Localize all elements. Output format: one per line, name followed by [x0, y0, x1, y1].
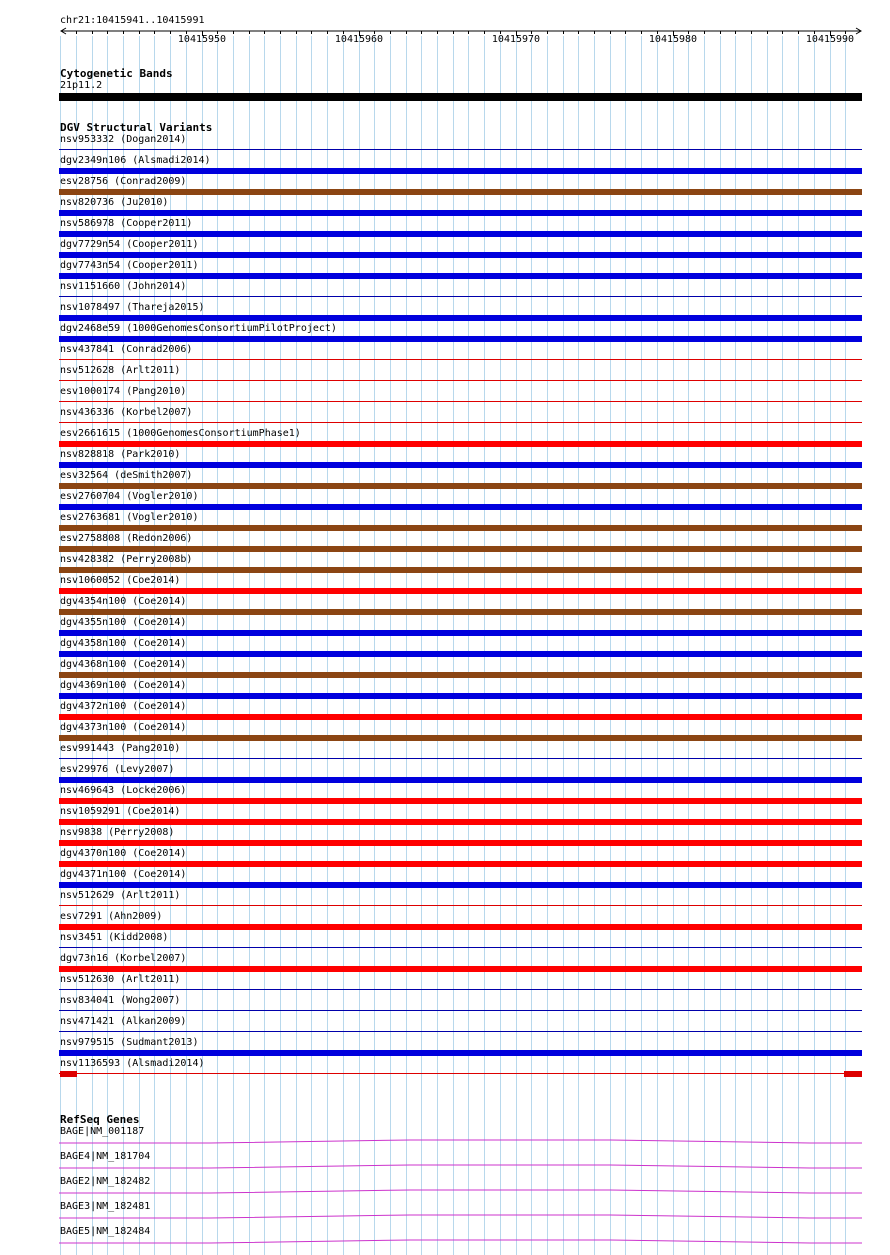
refseq-gene-intron-line[interactable] — [0, 1183, 890, 1195]
dgv-feature-row[interactable] — [0, 281, 890, 302]
dgv-feature-row[interactable] — [0, 155, 890, 176]
dgv-feature-bar[interactable] — [59, 777, 862, 783]
dgv-feature-label: esv32564 (deSmith2007) — [60, 470, 193, 481]
dgv-feature-row[interactable] — [0, 596, 890, 617]
refseq-gene-intron-line[interactable] — [0, 1133, 890, 1145]
dgv-feature-label: dgv4372n100 (Coe2014) — [60, 701, 187, 712]
dgv-feature-bar[interactable] — [59, 359, 862, 360]
dgv-feature-bar[interactable] — [59, 1010, 862, 1011]
dgv-feature-bar[interactable] — [59, 630, 862, 636]
dgv-feature-row[interactable] — [0, 428, 890, 449]
dgv-feature-row[interactable] — [0, 743, 890, 764]
dgv-feature-bar[interactable] — [59, 296, 862, 297]
dgv-feature-bar[interactable] — [59, 758, 862, 759]
dgv-feature-end-block[interactable] — [60, 1071, 77, 1077]
dgv-feature-bar[interactable] — [59, 210, 862, 216]
dgv-feature-label: nsv512629 (Arlt2011) — [60, 890, 181, 901]
dgv-feature-label: nsv9838 (Perry2008) — [60, 827, 175, 838]
dgv-feature-row[interactable] — [0, 1058, 890, 1079]
dgv-feature-label: nsv471421 (Alkan2009) — [60, 1016, 187, 1027]
dgv-feature-end-block[interactable] — [844, 1071, 862, 1077]
dgv-feature-bar[interactable] — [59, 1031, 862, 1032]
dgv-feature-label: dgv4369n100 (Coe2014) — [60, 680, 187, 691]
cytoband-track-title: Cytogenetic Bands — [60, 67, 173, 80]
dgv-feature-row[interactable] — [0, 533, 890, 554]
dgv-feature-label: nsv1151660 (John2014) — [60, 281, 187, 292]
dgv-feature-bar[interactable] — [59, 149, 862, 150]
refseq-gene-intron-line[interactable] — [0, 1233, 890, 1245]
dgv-feature-bar[interactable] — [59, 231, 862, 237]
dgv-feature-row[interactable] — [0, 953, 890, 974]
dgv-feature-row[interactable] — [0, 491, 890, 512]
dgv-feature-row[interactable] — [0, 197, 890, 218]
dgv-feature-row[interactable] — [0, 365, 890, 386]
dgv-feature-label: dgv73n16 (Korbel2007) — [60, 953, 187, 964]
dgv-feature-label: nsv820736 (Ju2010) — [60, 197, 169, 208]
dgv-feature-bar[interactable] — [59, 401, 862, 402]
dgv-feature-bar[interactable] — [59, 546, 862, 552]
refseq-gene-label: BAGE5|NM_182484 — [60, 1226, 151, 1237]
dgv-feature-bar[interactable] — [59, 989, 862, 990]
dgv-feature-bar[interactable] — [59, 840, 862, 846]
dgv-feature-row[interactable] — [0, 638, 890, 659]
dgv-feature-row[interactable] — [0, 806, 890, 827]
dgv-feature-bar[interactable] — [59, 714, 862, 720]
dgv-feature-label: dgv4355n100 (Coe2014) — [60, 617, 187, 628]
dgv-feature-row[interactable] — [0, 848, 890, 869]
dgv-feature-bar[interactable] — [59, 189, 862, 195]
dgv-feature-label: nsv834041 (Wong2007) — [60, 995, 181, 1006]
dgv-feature-label: esv2758808 (Redon2006) — [60, 533, 193, 544]
dgv-feature-row[interactable] — [0, 827, 890, 848]
dgv-feature-bar[interactable] — [59, 273, 862, 279]
dgv-feature-bar[interactable] — [59, 798, 862, 804]
dgv-feature-label: nsv512628 (Arlt2011) — [60, 365, 181, 376]
dgv-feature-bar[interactable] — [59, 168, 862, 174]
dgv-feature-label: dgv4354n100 (Coe2014) — [60, 596, 187, 607]
ruler-axis — [0, 0, 890, 60]
dgv-feature-label: nsv437841 (Conrad2006) — [60, 344, 193, 355]
ruler-tick-label: 10415980 — [648, 34, 698, 45]
ruler-tick-label: 10415970 — [491, 34, 541, 45]
dgv-feature-row[interactable] — [0, 869, 890, 890]
cytoband-label: 21p11.2 — [60, 80, 103, 91]
dgv-feature-label: dgv4371n100 (Coe2014) — [60, 869, 187, 880]
dgv-feature-row[interactable] — [0, 575, 890, 596]
refseq-gene-label: BAGE2|NM_182482 — [60, 1176, 151, 1187]
dgv-feature-label: dgv4373n100 (Coe2014) — [60, 722, 187, 733]
dgv-feature-label: dgv2349n106 (Alsmadi2014) — [60, 155, 211, 166]
dgv-feature-label: dgv4368n100 (Coe2014) — [60, 659, 187, 670]
dgv-feature-bar[interactable] — [59, 882, 862, 888]
dgv-feature-label: esv991443 (Pang2010) — [60, 743, 181, 754]
dgv-feature-label: nsv436336 (Korbel2007) — [60, 407, 193, 418]
dgv-feature-row[interactable] — [0, 701, 890, 722]
dgv-feature-bar[interactable] — [59, 336, 862, 342]
dgv-feature-bar[interactable] — [59, 966, 862, 972]
dgv-feature-row[interactable] — [0, 512, 890, 533]
cytoband-bar[interactable] — [59, 93, 862, 101]
dgv-feature-row[interactable] — [0, 554, 890, 575]
dgv-feature-bar[interactable] — [59, 315, 862, 321]
dgv-feature-bar[interactable] — [59, 947, 862, 948]
dgv-feature-bar[interactable] — [59, 380, 862, 381]
dgv-feature-row[interactable] — [0, 974, 890, 995]
ruler-tick-label: 10415950 — [177, 34, 227, 45]
dgv-feature-row[interactable] — [0, 218, 890, 239]
dgv-feature-row[interactable] — [0, 323, 890, 344]
ruler-location: chr21:10415941..10415991 — [60, 15, 205, 26]
dgv-feature-label: esv2763681 (Vogler2010) — [60, 512, 199, 523]
dgv-feature-row[interactable] — [0, 407, 890, 428]
dgv-feature-row[interactable] — [0, 176, 890, 197]
dgv-feature-row[interactable] — [0, 470, 890, 491]
dgv-feature-label: dgv4370n100 (Coe2014) — [60, 848, 187, 859]
dgv-feature-label: dgv7743n54 (Cooper2011) — [60, 260, 199, 271]
dgv-feature-label: nsv428382 (Perry2008b) — [60, 554, 193, 565]
dgv-feature-row[interactable] — [0, 302, 890, 323]
dgv-feature-row[interactable] — [0, 932, 890, 953]
refseq-gene-label: BAGE3|NM_182481 — [60, 1201, 151, 1212]
dgv-feature-label: nsv1136593 (Alsmadi2014) — [60, 1058, 205, 1069]
dgv-feature-row[interactable] — [0, 617, 890, 638]
dgv-feature-row[interactable] — [0, 386, 890, 407]
dgv-feature-bar[interactable] — [59, 1073, 862, 1074]
dgv-feature-label: nsv828818 (Park2010) — [60, 449, 181, 460]
dgv-feature-row[interactable] — [0, 260, 890, 281]
dgv-feature-bar[interactable] — [59, 422, 862, 423]
dgv-feature-row[interactable] — [0, 764, 890, 785]
dgv-feature-label: esv29976 (Levy2007) — [60, 764, 175, 775]
dgv-feature-bar[interactable] — [59, 462, 862, 468]
dgv-feature-row[interactable] — [0, 659, 890, 680]
dgv-feature-bar[interactable] — [59, 1050, 862, 1056]
dgv-feature-label: nsv1059291 (Coe2014) — [60, 806, 181, 817]
dgv-feature-label: esv2760704 (Vogler2010) — [60, 491, 199, 502]
dgv-feature-label: nsv1078497 (Thareja2015) — [60, 302, 205, 313]
dgv-feature-label: nsv3451 (Kidd2008) — [60, 932, 169, 943]
dgv-feature-row[interactable] — [0, 680, 890, 701]
dgv-feature-row[interactable] — [0, 1016, 890, 1037]
dgv-feature-label: esv7291 (Ahn2009) — [60, 911, 163, 922]
dgv-feature-bar[interactable] — [59, 905, 862, 906]
dgv-feature-row[interactable] — [0, 449, 890, 470]
dgv-feature-row[interactable] — [0, 134, 890, 155]
dgv-feature-bar[interactable] — [59, 567, 862, 573]
dgv-feature-label: nsv512630 (Arlt2011) — [60, 974, 181, 985]
refseq-gene-intron-line[interactable] — [0, 1208, 890, 1220]
dgv-feature-row[interactable] — [0, 239, 890, 260]
dgv-feature-label: esv28756 (Conrad2009) — [60, 176, 187, 187]
dgv-feature-label: nsv469643 (Locke2006) — [60, 785, 187, 796]
refseq-gene-intron-line[interactable] — [0, 1158, 890, 1170]
dgv-feature-row[interactable] — [0, 911, 890, 932]
dgv-feature-row[interactable] — [0, 722, 890, 743]
dgv-track-title: DGV Structural Variants — [60, 121, 213, 134]
dgv-feature-label: nsv953332 (Dogan2014) — [60, 134, 187, 145]
refseq-gene-label: BAGE4|NM_181704 — [60, 1151, 151, 1162]
dgv-feature-row[interactable] — [0, 785, 890, 806]
refseq-track-title: RefSeq Genes — [60, 1113, 140, 1126]
dgv-feature-bar[interactable] — [59, 735, 862, 741]
ruler-tick-label: 10415960 — [334, 34, 384, 45]
dgv-feature-row[interactable] — [0, 890, 890, 911]
dgv-feature-bar[interactable] — [59, 819, 862, 825]
dgv-feature-label: nsv1060052 (Coe2014) — [60, 575, 181, 586]
dgv-feature-label: nsv979515 (Sudmant2013) — [60, 1037, 199, 1048]
dgv-feature-bar[interactable] — [59, 504, 862, 510]
dgv-feature-bar[interactable] — [59, 609, 862, 615]
dgv-feature-label: dgv4358n100 (Coe2014) — [60, 638, 187, 649]
dgv-feature-row[interactable] — [0, 1037, 890, 1058]
dgv-feature-row[interactable] — [0, 995, 890, 1016]
dgv-feature-bar[interactable] — [59, 588, 862, 594]
dgv-feature-label: dgv2468e59 (1000GenomesConsortiumPilotProject) — [60, 323, 337, 334]
ruler-tick-label: 10415990 — [805, 34, 855, 45]
dgv-feature-bar[interactable] — [59, 441, 862, 447]
dgv-feature-bar[interactable] — [59, 693, 862, 699]
dgv-feature-bar[interactable] — [59, 861, 862, 867]
dgv-feature-bar[interactable] — [59, 924, 862, 930]
dgv-feature-bar[interactable] — [59, 651, 862, 657]
dgv-feature-label: dgv7729n54 (Cooper2011) — [60, 239, 199, 250]
dgv-feature-bar[interactable] — [59, 252, 862, 258]
dgv-feature-label: esv1000174 (Pang2010) — [60, 386, 187, 397]
dgv-feature-label: esv2661615 (1000GenomesConsortiumPhase1) — [60, 428, 301, 439]
refseq-gene-label: BAGE|NM_001187 — [60, 1126, 145, 1137]
dgv-feature-bar[interactable] — [59, 672, 862, 678]
dgv-feature-bar[interactable] — [59, 525, 862, 531]
dgv-feature-bar[interactable] — [59, 483, 862, 489]
dgv-feature-label: nsv586978 (Cooper2011) — [60, 218, 193, 229]
dgv-feature-row[interactable] — [0, 344, 890, 365]
